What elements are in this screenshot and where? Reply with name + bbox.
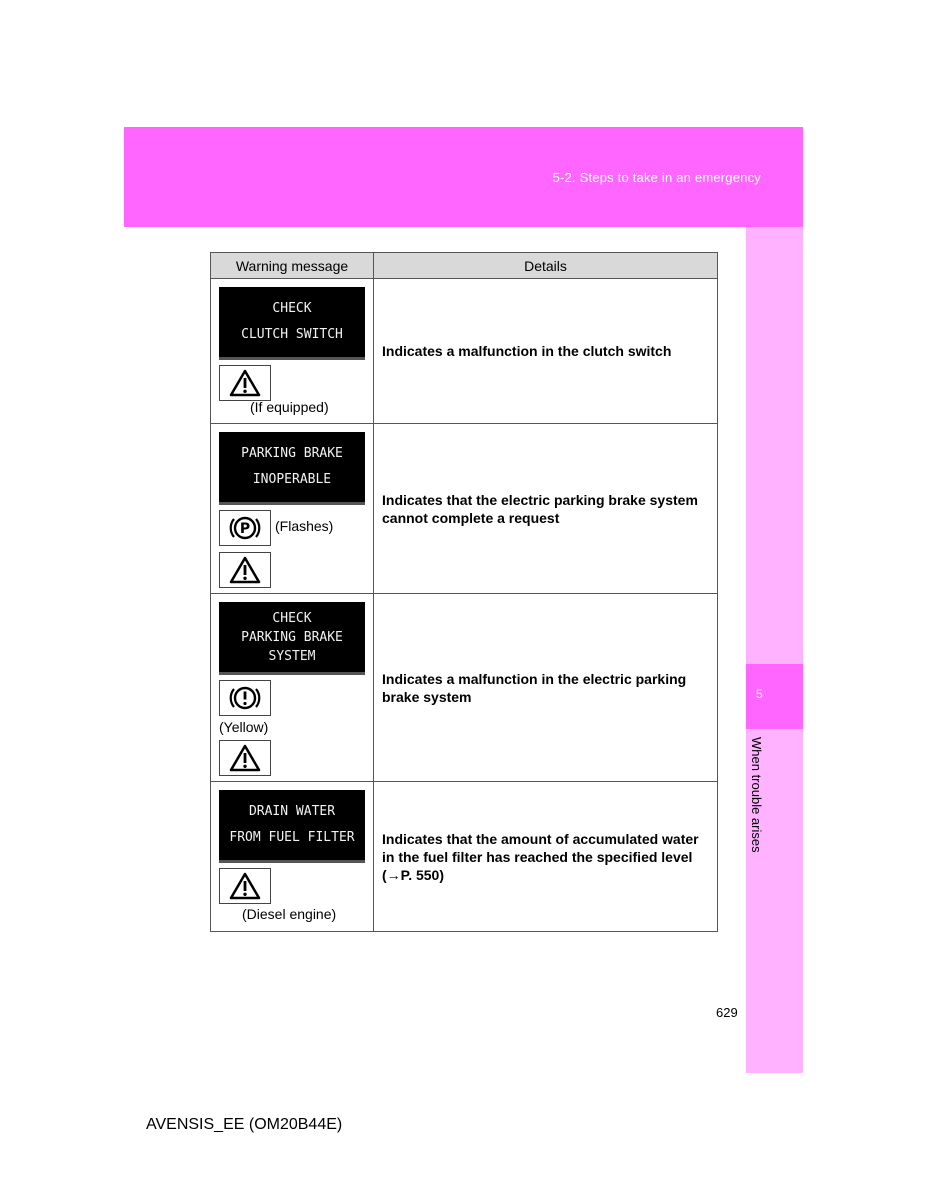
- table-row: [211, 279, 718, 424]
- lcd-display: [219, 790, 365, 863]
- page-number: 629: [716, 1005, 738, 1020]
- warning-triangle-icon: [219, 868, 271, 904]
- footer-code: AVENSIS_EE (OM20B44E): [146, 1116, 343, 1133]
- note-text: (If equipped): [250, 399, 329, 415]
- display-line: CHECK: [272, 610, 312, 626]
- display-line: CLUTCH SWITCH: [241, 327, 343, 342]
- warning-message-cell: [211, 279, 374, 424]
- chapter-side-tab: [746, 227, 803, 1073]
- display-line: PARKING BRAKE: [241, 629, 343, 645]
- detail-cell: Indicates that the amount of accumulated water in the fuel filter has reached the specified level (→P. 550): [374, 782, 718, 932]
- detail-cell: Indicates a malfunction in the electric parking brake system: [374, 594, 718, 782]
- column-header-warning-message: Warning message: [211, 253, 374, 279]
- note-text: (Diesel engine): [242, 906, 337, 922]
- warning-triangle-icon: [219, 365, 271, 401]
- warning-triangle-icon: [219, 740, 271, 776]
- display-line: DRAIN WATER: [248, 804, 336, 819]
- lcd-display: [219, 287, 365, 360]
- chapter-number-box: [746, 664, 803, 729]
- note-text: (Flashes): [275, 518, 334, 534]
- table-row: [211, 424, 718, 594]
- note-text: (Yellow): [219, 719, 269, 735]
- detail-cell: Indicates a malfunction in the clutch switch: [374, 279, 718, 424]
- table-row: [211, 782, 718, 932]
- display-line: FROM FUEL FILTER: [229, 830, 355, 845]
- column-header-details: Details: [374, 253, 718, 279]
- lcd-display: [219, 432, 365, 505]
- brake-system-icon: [219, 680, 271, 716]
- display-line: PARKING BRAKE: [241, 446, 343, 461]
- warning-triangle-icon: [219, 552, 271, 588]
- warning-message-table: [210, 252, 718, 932]
- table-row: [211, 594, 718, 782]
- display-line: INOPERABLE: [252, 472, 332, 487]
- detail-cell: Indicates that the electric parking brake system cannot complete a request: [374, 424, 718, 594]
- table-header-row: [211, 253, 718, 279]
- display-line: CHECK: [272, 301, 312, 316]
- display-line: SYSTEM: [268, 648, 316, 664]
- chapter-number: 5: [756, 687, 763, 701]
- lcd-display: [219, 602, 365, 675]
- header-band: [124, 127, 803, 227]
- parking-brake-p-icon: [219, 510, 271, 546]
- warning-message-cell: [211, 594, 374, 782]
- svg-text:P: P: [239, 521, 251, 537]
- chapter-title: When trouble arises: [749, 737, 764, 853]
- section-title: 5-2. Steps to take in an emergency: [552, 170, 761, 185]
- warning-message-cell: [211, 782, 374, 932]
- warning-message-cell: [211, 424, 374, 594]
